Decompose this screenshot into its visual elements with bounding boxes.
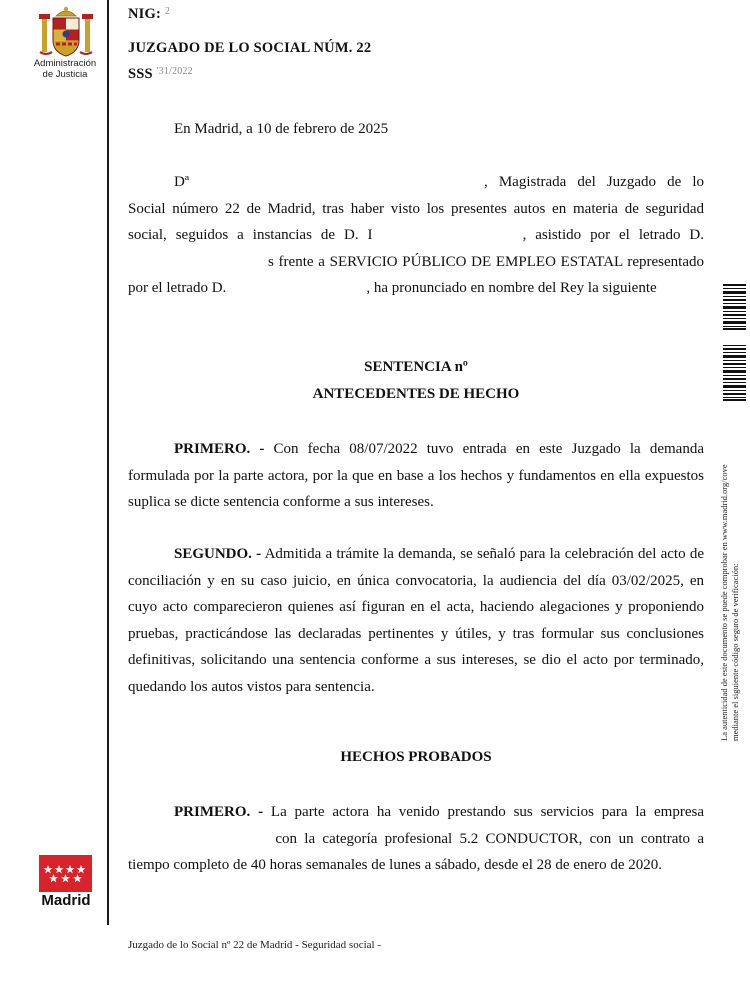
barcode-icon [723, 284, 746, 330]
sss-line [128, 66, 193, 83]
hechos-primero-text1: La parte actora ha venido prestando sus servicios para la empresa [270, 804, 704, 820]
court-name: JUZGADO DE LO SOCIAL NÚM. 22 [128, 40, 372, 56]
intro-s5: , ha pronunciado en nombre del Rey la siguiente [366, 280, 657, 296]
antecedentes-primero [128, 436, 704, 516]
nig-label: NIG: [128, 6, 162, 22]
intro-s4: s frente a SERVICIO PÚBLICO DE EMPLEO ESTATAL representado por el letrado D. [128, 253, 704, 296]
verification-line1: La autenticidad de este documento se puede comprobar en www.madrid.org/cove [719, 464, 729, 741]
verification-note [719, 401, 741, 741]
intro-paragraph [128, 169, 704, 302]
madrid-label: Madrid [41, 892, 91, 909]
hechos-primero [128, 799, 704, 879]
sss-label: SSS [128, 66, 153, 82]
antecedentes-title: ANTECEDENTES DE HECHO [312, 386, 520, 402]
sss-value: '31/2022 [156, 66, 193, 77]
administracion-justicia-label: Administración de Justicia [33, 58, 97, 80]
barcode-icon-2 [723, 345, 746, 401]
hechos-primero-label: PRIMERO. - [174, 804, 264, 820]
hechos-probados-title: HECHOS PROBADOS [340, 749, 492, 765]
margin-divider [107, 0, 109, 925]
ant-primero-text: Con fecha 08/07/2022 tuvo entrada en este Juzgado la demanda formulada por la parte actora, por la que en base a los hechos y fundamentos en ella expuestos suplica se dicte sentencia conforme a sus intereses. [128, 441, 704, 510]
madrid-flag-icon [39, 855, 92, 892]
sentencia-title: SENTENCIA nº [364, 359, 468, 375]
place-date: En Madrid, a 10 de febrero de 2025 [174, 121, 389, 137]
hechos-primero-text2: con la categoría profesional 5.2 CONDUCTOR, con un contrato a tiempo completo de 40 horas semanales de lunes a sábado, desde el 28 de enero de 2020. [128, 830, 705, 873]
nig-value: 2 [164, 6, 171, 17]
left-margin [0, 0, 107, 998]
ant-segundo-label: SEGUNDO. - [174, 546, 262, 562]
ant-segundo-text: Admitida a trámite la demanda, se señaló para la celebración del acto de conciliación y en su caso juicio, en única convocatoria, la audiencia del día 03/02/2025, en cuyo acto comparecieron quienes así figuran en el acta, haciendo alegaciones y proponiendo pruebas, practicándose las declaradas pertinentes y útiles, y tras formular sus conclusiones definitivas, solicitando una sentencia conforme a sus intereses, se dio el acto por terminado, quedando los autos vistos para sentencia. [128, 546, 704, 695]
nig-line [128, 6, 170, 23]
antecedentes-segundo [128, 541, 704, 700]
intro-s1: Dª [174, 174, 189, 190]
page-footer: Juzgado de lo Social nº 22 de Madrid - Seguridad social - [128, 939, 381, 951]
ant-primero-label: PRIMERO. - [174, 441, 265, 457]
intro-s2: , Magistrada del Juzgado de lo Social número 22 de Madrid, tras haber visto los presentes autos en materia de seguridad social, seguidos a instancias de D. I [128, 174, 704, 243]
intro-s3: , asistido por el letrado D. [522, 227, 705, 243]
coat-of-arms-icon [36, 4, 96, 60]
verification-line2: mediante el siguiente código seguro de verificación: [730, 563, 740, 741]
